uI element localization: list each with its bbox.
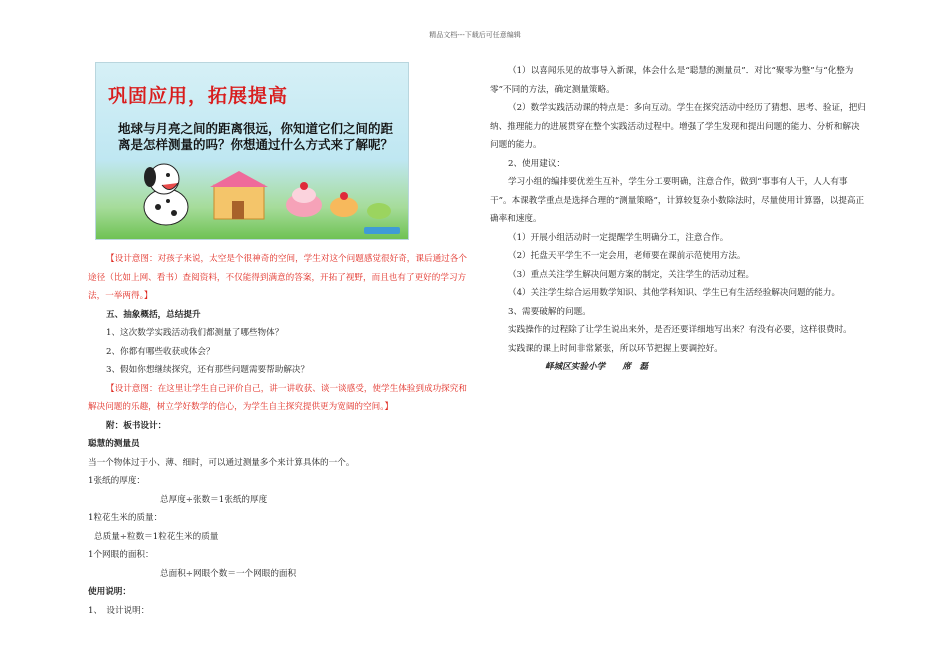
watermark-logo <box>364 227 400 234</box>
advice-item-1: （1）开展小组活动时一定提醒学生明确分工，注意合作。 <box>508 232 729 243</box>
paper-formula: 总厚度÷张数＝1张纸的厚度 <box>160 494 268 505</box>
peanut-label: 1粒花生米的质量： <box>88 513 163 523</box>
mesh-formula: 总面积÷网眼个数＝一个网眼的面积 <box>160 568 297 579</box>
problem-1: 实践操作的过程除了让学生说出来外，是否还要详细地写出来？有没有必要，这样很费时。 <box>508 325 852 335</box>
section-5-heading: 五、抽象概括，总结提升 <box>106 309 201 320</box>
advice-item-2: （2）托盘天平学生不一定会用，老师要在课前示范使用方法。 <box>508 251 746 261</box>
advice-paragraph: 学习小组的编排要优差生互补，学生分工要明确，注意合作，做到“事事有人干，人人有事干”。本课教学重点是选择合理的“测量策略”，计算较复杂小数除法时，尽量使用计算器，以提高正确率和速度。 <box>490 177 865 224</box>
problem-2: 实践课的课上时间非常紧张，所以环节把握上要调控好。 <box>508 343 723 354</box>
board-title: 聪慧的测量员 <box>88 439 140 449</box>
page-header-note: 精品文档---下载后可任意编辑 <box>429 31 521 39</box>
design-intent-1: 【设计意图：对孩子来说，太空是个很神奇的空间，学生对这个问题感觉很好奇，课后通过各个途径（比如上网、看书）查阅资料，不仅能得到满意的答案，开拓了视野，而且也有了更好的学习方法，一举两得。】 <box>88 254 467 301</box>
right-column <box>490 62 868 377</box>
slide-question: 地球与月亮之间的距离很远，你知道它们之间的距离是怎样测量的吗？你想通过什么方式来了解呢？ <box>118 121 394 152</box>
usage-heading: 使用说明： <box>88 587 131 597</box>
cake-house-illustration <box>204 171 404 221</box>
problems-heading: 3、需要破解的问题。 <box>508 306 591 317</box>
advice-item-3: （3）重点关注学生解决问题方案的制定，关注学生的活动过程。 <box>508 269 755 280</box>
note-1: （1）以喜闻乐见的故事导入新课，体会什么是“聪慧的测量员”．对比“聚零为整”与“化整为零”不同的方法，确定测量策略。 <box>490 66 854 95</box>
note-2: （2）数学实践活动课的特点是：多向互动。学生在探究活动中经历了猜想、思考、验证，把归纳、推理能力的进展贯穿在整个实践活动过程中。增强了学生发现和提出问题的能力、分析和解决问题的能力。 <box>490 103 866 150</box>
lesson-slide-image <box>95 62 409 240</box>
author-signature: 峄城区实验小学 席 磊 <box>545 362 649 372</box>
cartoon-dog-illustration <box>134 159 198 229</box>
usage-advice-heading: 2、使用建议： <box>508 158 566 169</box>
appendix-heading: 附：板书设计： <box>106 420 167 431</box>
question-1: 1、这次数学实践活动我们都测量了哪些物体？ <box>106 328 284 338</box>
peanut-formula: 总质量÷粒数＝1粒花生米的质量 <box>94 531 219 542</box>
design-intent-2: 【设计意图：在这里让学生自己评价自己，讲一讲收获、谈一谈感受，使学生体验到成功探究和解决问题的乐趣，树立学好数学的信心，为学生自主探究提供更为宽阔的空间。】 <box>88 383 467 412</box>
usage-item-1: 1、 设计说明： <box>88 605 150 616</box>
question-3: 3、假如你想继续探究，还有那些问题需要帮助解决？ <box>106 365 310 375</box>
mesh-label: 1个网眼的面积： <box>88 550 154 560</box>
paper-label: 1张纸的厚度： <box>88 476 146 486</box>
advice-item-4: （4）关注学生综合运用数学知识、其他学科知识、学生已有生活经验解决问题的能力。 <box>508 288 841 298</box>
board-description: 当一个物体过于小、薄、细时，可以通过测量多个来计算具体的一个。 <box>88 457 355 468</box>
question-2: 2、你都有哪些收获或体会？ <box>106 346 215 357</box>
slide-title: 巩固应用，拓展提高 <box>108 85 289 107</box>
left-column <box>88 62 468 620</box>
